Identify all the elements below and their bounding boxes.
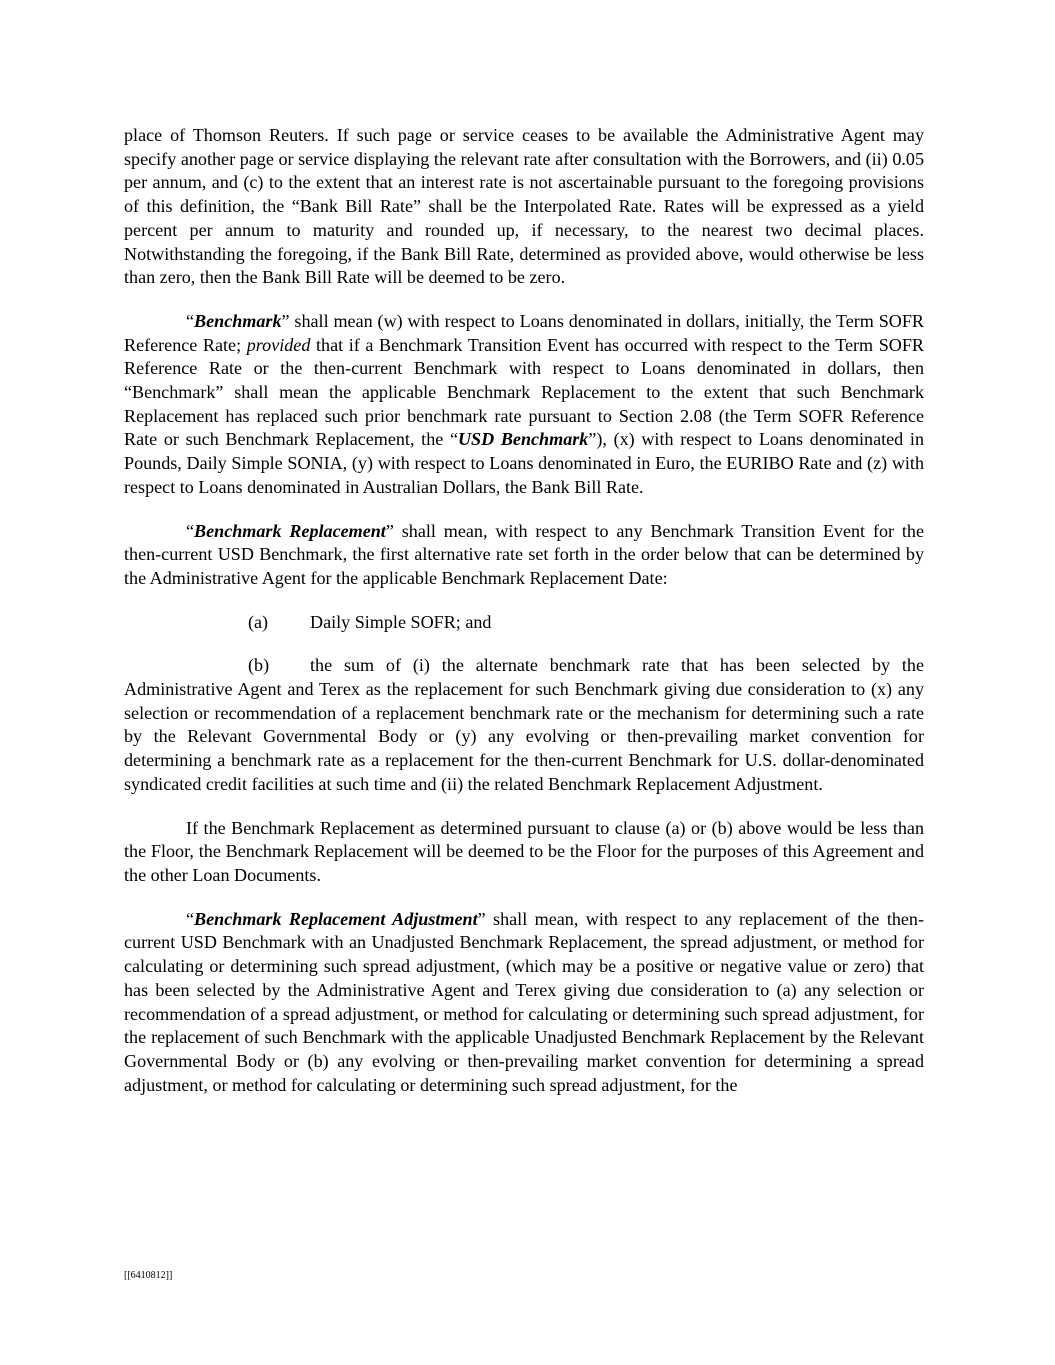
defined-term-benchmark-replacement: Benchmark Replacement xyxy=(194,520,386,541)
defined-term-benchmark: Benchmark xyxy=(194,310,282,331)
definition-text: ”), (x) with respect to Loans denominated in Pounds, Daily Simple SONIA, (y) with respect to Loans denominated in Euro, the EURIBO Rate and (z) with respect to Loans denominated in Australian Dollars, the Bank Bill Rate. xyxy=(124,429,924,497)
definition-text: ” shall mean (w) with respect to Loans denominated in dollars, initially, the Term SOFR Reference Rate; xyxy=(124,310,924,355)
open-quote: “ xyxy=(186,310,195,331)
clause-text: Daily Simple SOFR; and xyxy=(310,611,492,632)
defined-term-usd-benchmark: USD Benchmark xyxy=(457,429,589,450)
definition-text: that if a Benchmark Transition Event has occurred with respect to the Term SOFR Reference Rate or the then-current Benchmark with respect to Loans denominated in dollars, then “Benchmark” shall mean the applicable Benchmark Replacement to the extent that such Benchmark Replacement has replaced such prior benchmark rate pursuant to Section 2.08 (the Term SOFR Reference Rate or such Benchmark Replacement, the “ xyxy=(124,334,924,450)
paragraph-bank-bill-rate-continuation: place of Thomson Reuters. If such page or service ceases to be available the Administrative Agent may specify another page or service displaying the relevant rate after consultation with the Borrowers, and (ii) 0.05 per annum, and (c) to the extent that an interest rate is not ascertainable pursuant to the foregoing provisions of this definition, the “Bank Bill Rate” shall be the Interpolated Rate. Rates will be expressed as a yield percent per annum to maturity and rounded up, if necessary, to the nearest two decimal places. Notwithstanding the foregoing, if the Bank Bill Rate, determined as provided above, would otherwise be less than zero, then the Bank Bill Rate will be deemed to be zero. xyxy=(124,125,924,288)
definition-benchmark-replacement-adjustment xyxy=(124,908,924,1098)
clause-b xyxy=(124,654,924,796)
clause-a xyxy=(124,611,924,635)
definition-text: ” shall mean, with respect to any replacement of the then-current USD Benchmark with an Unadjusted Benchmark Replacement, the spread adjustment, or method for calculating or determining such spread adjustment, (which may be a positive or negative value or zero) that has been selected by the Administrative Agent and Terex giving due consideration to (a) any selection or recommendation of a spread adjustment, or method for calculating or determining such spread adjustment, for the replacement of such Benchmark with the applicable Unadjusted Benchmark Replacement by the Relevant Governmental Body or (b) any evolving or then-prevailing market convention for determining a spread adjustment, or method for calculating or determining such spread adjustment, for the xyxy=(124,908,925,1095)
provided-emphasis: provided xyxy=(246,334,311,355)
definition-text: ” shall mean, with respect to any Benchmark Transition Event for the then-current USD Benchmark, the first alternative rate set forth in the order below that can be determined by the Administrative Agent for the applicable Benchmark Replacement Date: xyxy=(124,520,925,588)
open-quote: “ xyxy=(186,520,195,541)
definition-benchmark-replacement xyxy=(124,520,924,591)
clause-marker: (a) xyxy=(248,611,269,632)
clause-text: the sum of (i) the alternate benchmark rate that has been selected by the Administrative Agent and Terex as the replacement for such Benchmark giving due consideration to (x) any selection or recommendation of a replacement benchmark rate or the mechanism for determining such a rate by the Relevant Governmental Body or (y) any evolving or then-prevailing market convention for determining a benchmark rate as a replacement for the then-current Benchmark for U.S. dollar-denominated syndicated credit facilities at such time and (ii) the related Benchmark Replacement Adjustment. xyxy=(124,655,924,794)
footer-document-id: [[6410812]] xyxy=(124,1270,173,1281)
defined-term-benchmark-replacement-adjustment: Benchmark Replacement Adjustment xyxy=(194,908,478,929)
paragraph-floor: If the Benchmark Replacement as determined pursuant to clause (a) or (b) above would be less than the Floor, the Benchmark Replacement will be deemed to be the Floor for the purposes of this Agreement and the other Loan Documents. xyxy=(124,817,924,885)
clause-marker: (b) xyxy=(248,655,270,676)
open-quote: “ xyxy=(186,908,195,929)
document-page xyxy=(124,124,924,1117)
definition-benchmark xyxy=(124,310,924,500)
